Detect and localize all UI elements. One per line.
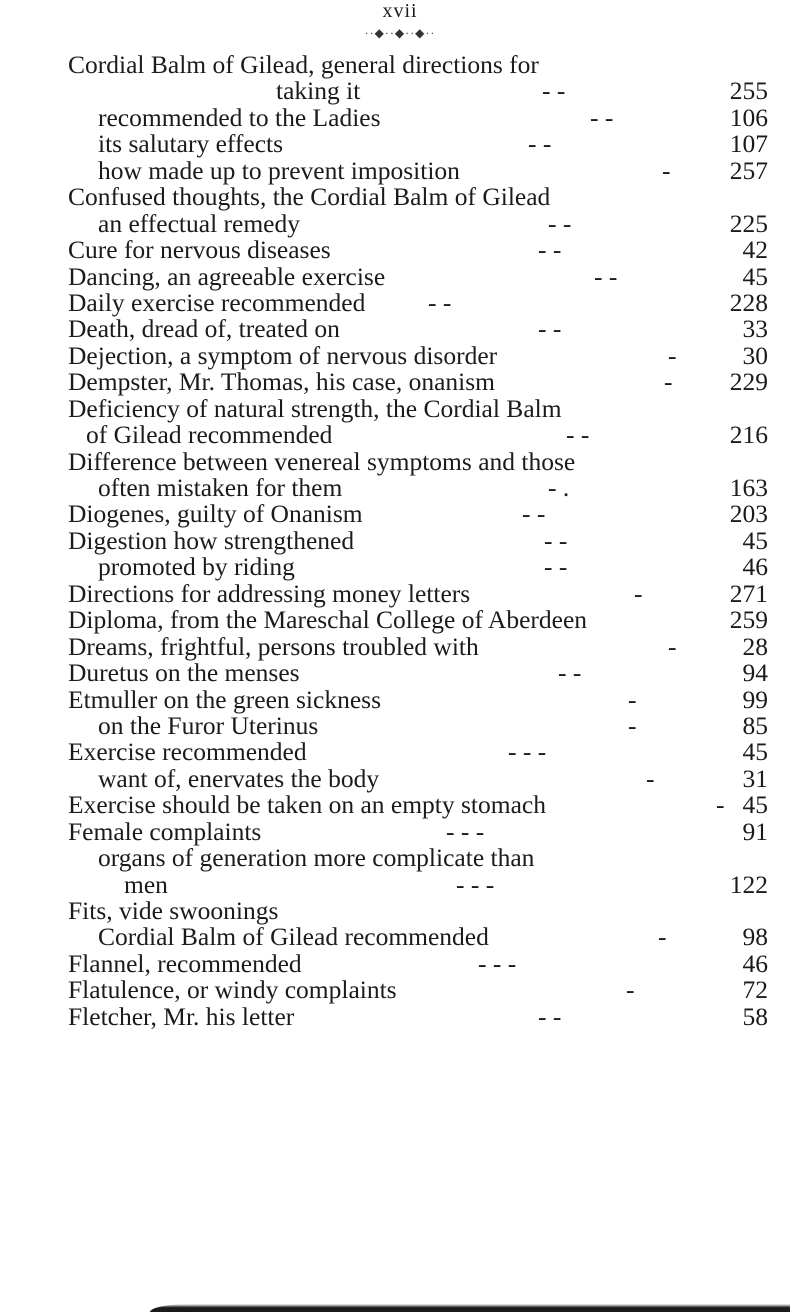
index-entry xyxy=(68,446,768,476)
entry-page: 72 xyxy=(742,975,768,1005)
entry-page: 42 xyxy=(742,235,768,265)
entry-dashes: - - xyxy=(594,261,618,291)
entry-page: 99 xyxy=(742,684,768,714)
entry-text: Duretus on the menses xyxy=(68,658,300,688)
entry-page: 229 xyxy=(729,367,768,397)
index-entry xyxy=(68,684,768,714)
entry-text: Fits, vide swoonings xyxy=(68,896,279,925)
entry-page: 30 xyxy=(742,340,768,370)
entry-text: how made up to prevent imposition xyxy=(98,155,460,185)
index-entry xyxy=(68,977,768,1003)
entry-page: 94 xyxy=(742,658,768,688)
index-entry xyxy=(68,631,768,661)
index-entry xyxy=(68,763,768,793)
index-entry xyxy=(68,78,768,104)
index-entry xyxy=(68,845,768,871)
entry-page: 85 xyxy=(742,710,768,740)
entry-page: 163 xyxy=(729,473,768,502)
entry-text: Flatulence, or windy complaints xyxy=(68,975,397,1005)
index-entry xyxy=(68,710,768,740)
entry-text: Directions for addressing money letters xyxy=(68,578,471,608)
index-entry xyxy=(68,393,768,423)
entry-page: 46 xyxy=(742,552,768,582)
entry-dashes: - - xyxy=(544,552,568,582)
index-entry xyxy=(68,52,768,78)
entry-text: recommended to the Ladies xyxy=(98,102,381,132)
entry-page: 31 xyxy=(742,763,768,793)
entry-text: want of, enervates the body xyxy=(98,763,380,793)
entry-text: taking it xyxy=(276,76,361,106)
index-entry xyxy=(68,869,768,899)
index-entry xyxy=(68,924,768,950)
entry-page: 45 xyxy=(742,525,768,555)
entry-dashes: - - xyxy=(544,525,568,555)
entry-dashes: - - - xyxy=(508,737,547,767)
index-entry xyxy=(68,155,768,185)
entry-text: Flannel, recommended xyxy=(68,948,302,978)
entry-dashes: - xyxy=(662,155,671,185)
entry-page: 107 xyxy=(729,129,768,159)
entry-dashes: - xyxy=(626,975,635,1005)
entry-text: Cure for nervous diseases xyxy=(68,235,331,265)
index-entry xyxy=(68,102,768,132)
entry-dashes: - xyxy=(634,578,643,608)
entry-text: Female complaints xyxy=(68,816,262,846)
entry-text: Digestion how strengthened xyxy=(68,525,355,555)
entry-text: an effectual remedy xyxy=(98,208,300,238)
index-entry xyxy=(68,369,768,395)
entry-text: organs of generation more complicate than xyxy=(98,843,535,873)
index-entry xyxy=(68,340,768,370)
entry-page: 58 xyxy=(742,1001,768,1031)
index-entry xyxy=(68,816,768,846)
entry-text: Difference between venereal symptoms and those xyxy=(68,446,576,476)
index-entry xyxy=(68,525,768,555)
entry-dashes: - xyxy=(628,710,637,740)
entry-text: Dancing, an agreeable exercise xyxy=(68,261,386,291)
bottom-rule xyxy=(150,1304,790,1312)
entry-dashes: - . xyxy=(548,473,570,502)
entry-page: 122 xyxy=(729,869,768,899)
index-entry xyxy=(68,287,768,317)
entry-page: 45 xyxy=(742,737,768,767)
entry-page: 91 xyxy=(742,816,768,846)
entry-page: 216 xyxy=(729,420,768,450)
entry-page: 106 xyxy=(729,102,768,132)
entry-dashes: - xyxy=(658,922,667,952)
entry-page: 45 xyxy=(742,261,768,291)
entry-page: 46 xyxy=(742,948,768,978)
entry-dashes: - - - xyxy=(446,816,485,846)
entry-dashes: - xyxy=(628,684,637,714)
entry-dashes: - xyxy=(668,631,677,661)
entry-dashes: - xyxy=(716,790,725,820)
entry-text: Cordial Balm of Gilead recommended xyxy=(98,922,489,952)
header-ornament: ··◆··◆··◆·· xyxy=(364,26,436,40)
entry-dashes: - - - xyxy=(478,948,517,978)
entry-text: promoted by riding xyxy=(98,552,295,582)
entry-dashes: - - xyxy=(428,287,452,317)
entry-dashes: - xyxy=(668,340,677,370)
entry-page: 257 xyxy=(729,155,768,185)
index-entry xyxy=(68,792,768,818)
entry-text: its salutary effects xyxy=(98,129,284,159)
entry-dashes: - - xyxy=(558,658,582,688)
entry-page: 33 xyxy=(742,314,768,344)
entry-page: 225 xyxy=(729,208,768,238)
index-entry xyxy=(68,237,768,263)
entry-text: often mistaken for them xyxy=(98,473,343,502)
entry-text: on the Furor Uterinus xyxy=(98,710,319,740)
entry-page: 203 xyxy=(729,499,768,529)
entry-page: 45 xyxy=(742,790,768,820)
entry-text: Exercise should be taken on an empty stomach xyxy=(68,790,546,820)
entry-text: Dempster, Mr. Thomas, his case, onanism xyxy=(68,367,495,397)
entry-page: 228 xyxy=(729,287,768,317)
index-entry xyxy=(68,948,768,978)
page-number: xvii xyxy=(382,0,418,22)
entry-text: Deficiency of natural strength, the Cordial Balm xyxy=(68,393,562,423)
entry-page: 255 xyxy=(729,76,768,106)
entry-text: Death, dread of, treated on xyxy=(68,314,340,344)
index-entry xyxy=(68,184,768,210)
entry-text: Fletcher, Mr. his letter xyxy=(68,1001,295,1031)
entry-dashes: - - xyxy=(538,1001,562,1031)
index-entry xyxy=(68,607,768,633)
index-entry xyxy=(68,316,768,342)
entry-text: Dejection, a symptom of nervous disorder xyxy=(68,340,498,370)
entry-page: 98 xyxy=(742,922,768,952)
index-entry xyxy=(68,422,768,448)
index-entry xyxy=(68,131,768,157)
index-entry xyxy=(68,475,768,501)
index-entry xyxy=(68,554,768,580)
entry-page: 28 xyxy=(742,631,768,661)
index-entry xyxy=(68,898,768,924)
entry-dashes: - - xyxy=(528,129,552,159)
entry-dashes: - xyxy=(646,763,655,793)
entry-text: Cordial Balm of Gilead, general directions for xyxy=(68,50,539,79)
entry-dashes: - - xyxy=(538,235,562,265)
entry-text: Etmuller on the green sickness xyxy=(68,684,381,714)
entry-dashes: - - xyxy=(590,102,614,132)
entry-text: of Gilead recommended xyxy=(86,420,333,450)
entry-dashes: - xyxy=(664,367,673,397)
entry-text: Diogenes, guilty of Onanism xyxy=(68,499,363,529)
entry-dashes: - - - xyxy=(456,869,495,899)
entry-page: 271 xyxy=(729,578,768,608)
entry-text: Daily exercise recommended xyxy=(68,287,366,317)
index-entry xyxy=(68,1001,768,1031)
index-entry xyxy=(68,208,768,238)
index-entry xyxy=(68,501,768,527)
index-entry xyxy=(68,578,768,608)
index-entry xyxy=(68,739,768,765)
entry-dashes: - - xyxy=(542,76,566,106)
entry-dashes: - - xyxy=(548,208,572,238)
entry-dashes: - - xyxy=(538,314,562,344)
entry-dashes: - - xyxy=(522,499,546,529)
entry-text: men xyxy=(124,869,168,899)
entry-text: Exercise recommended xyxy=(68,737,307,767)
index-list xyxy=(68,52,768,1030)
entry-text: Diploma, from the Mareschal College of Aberdeen xyxy=(68,605,588,635)
index-entry xyxy=(68,660,768,686)
entry-text: Dreams, frightful, persons troubled with xyxy=(68,631,479,661)
entry-dashes: - - xyxy=(566,420,590,450)
entry-text: Confused thoughts, the Cordial Balm of Gilead xyxy=(68,182,551,212)
entry-page: 259 xyxy=(729,605,768,635)
index-entry xyxy=(68,261,768,291)
